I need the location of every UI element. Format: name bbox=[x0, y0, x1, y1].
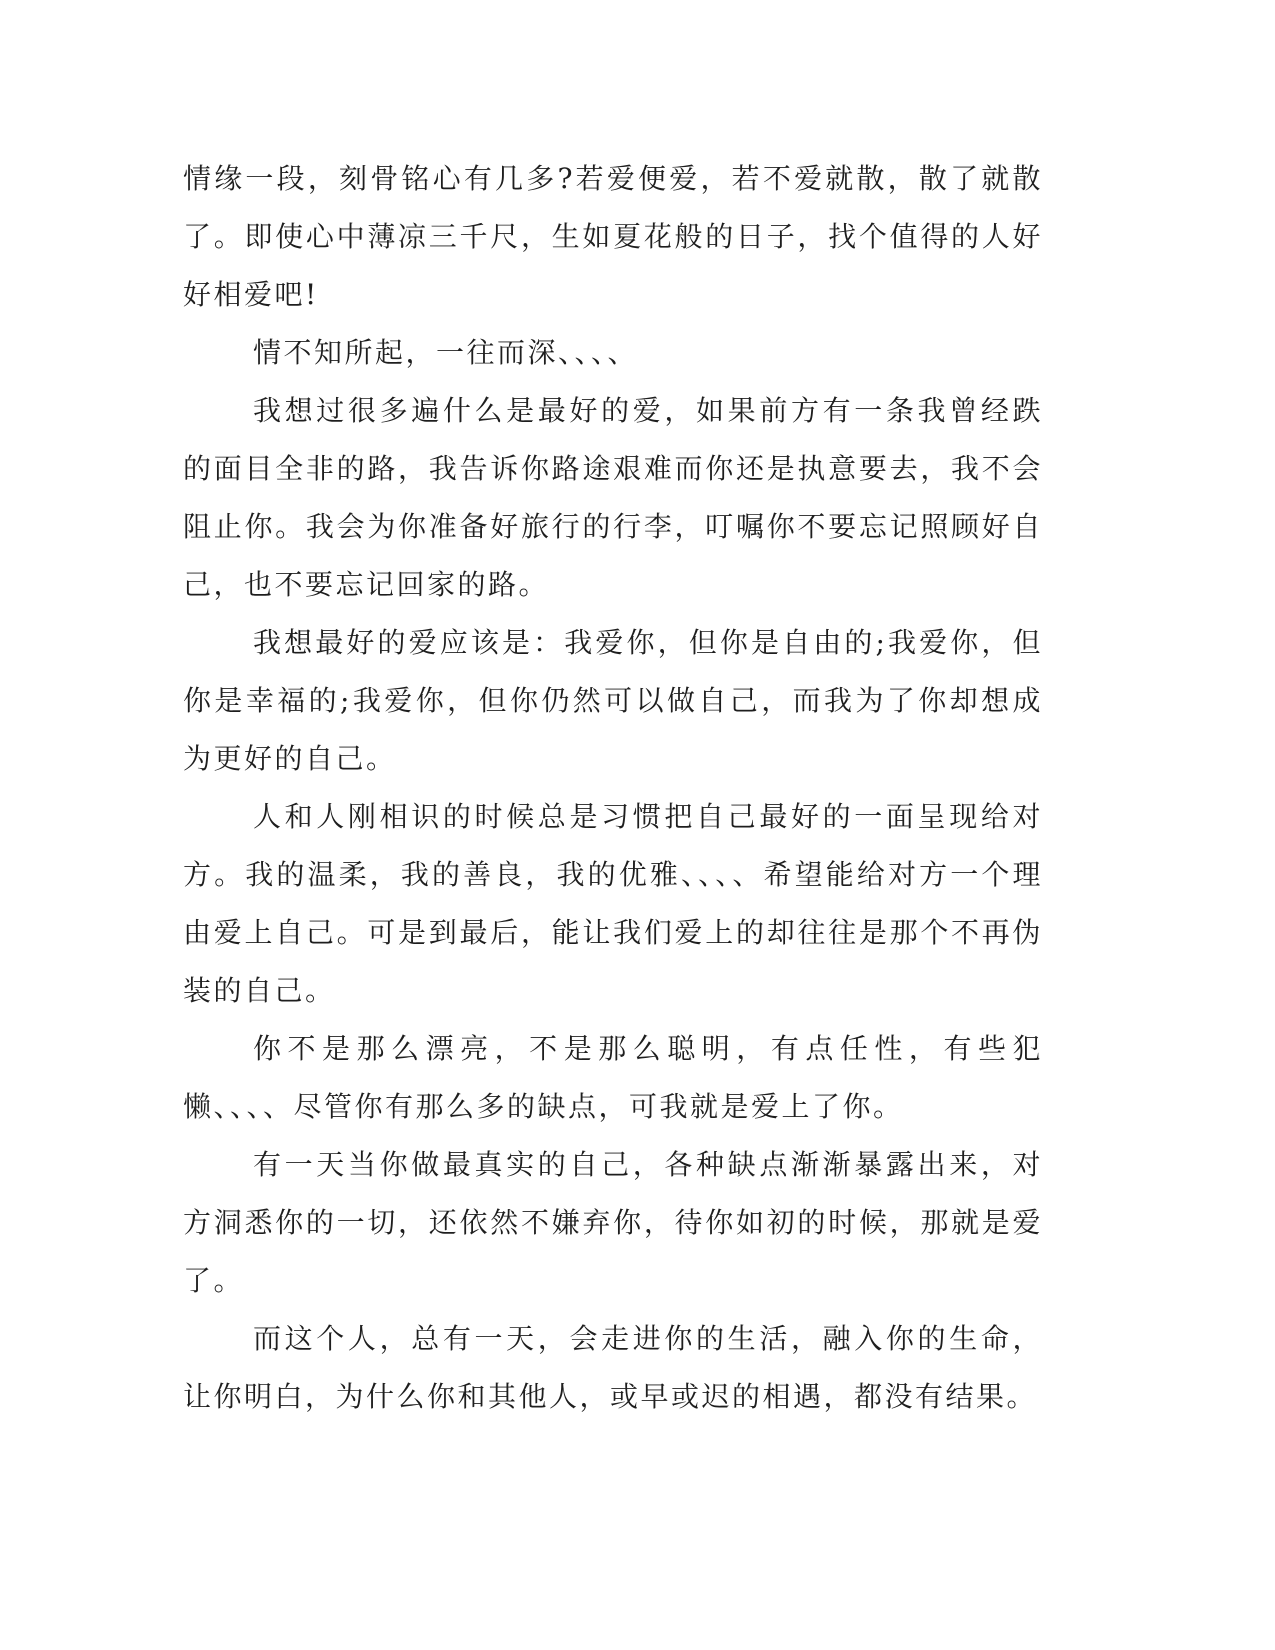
paragraph-8: 而这个人，总有一天，会走进你的生活，融入你的生命，让你明白，为什么你和其他人，或早或迟的相遇，都没有结果。 bbox=[183, 1322, 1043, 1413]
paragraph-5: 人和人刚相识的时候总是习惯把自己最好的一面呈现给对方。我的温柔，我的善良，我的优雅、、、、希望能给对方一个理由爱上自己。可是到最后，能让我们爱上的却往往是那个不再伪装的自己。 bbox=[183, 800, 1043, 1007]
paragraph-3: 我想过很多遍什么是最好的爱，如果前方有一条我曾经跌的面目全非的路，我告诉你路途艰难而你还是执意要去，我不会阻止你。我会为你准备好旅行的行李，叮嘱你不要忘记照顾好自己，也不要忘记回家的路。 bbox=[183, 394, 1043, 601]
paragraph-1: 情缘一段，刻骨铭心有几多?若爱便爱，若不爱就散，散了就散了。即使心中薄凉三千尺，生如夏花般的日子，找个值得的人好好相爱吧! bbox=[183, 162, 1043, 311]
document-body bbox=[183, 150, 1043, 1426]
paragraph-4: 我想最好的爱应该是：我爱你，但你是自由的;我爱你，但你是幸福的;我爱你，但你仍然可以做自己，而我为了你却想成为更好的自己。 bbox=[183, 626, 1043, 775]
paragraph-2: 情不知所起，一往而深、、、、 bbox=[253, 336, 639, 369]
paragraph-7: 有一天当你做最真实的自己，各种缺点渐渐暴露出来，对方洞悉你的一切，还依然不嫌弃你，待你如初的时候，那就是爱了。 bbox=[183, 1148, 1043, 1297]
paragraph-6: 你不是那么漂亮，不是那么聪明，有点任性，有些犯懒、、、、尽管你有那么多的缺点，可我就是爱上了你。 bbox=[183, 1032, 1043, 1123]
